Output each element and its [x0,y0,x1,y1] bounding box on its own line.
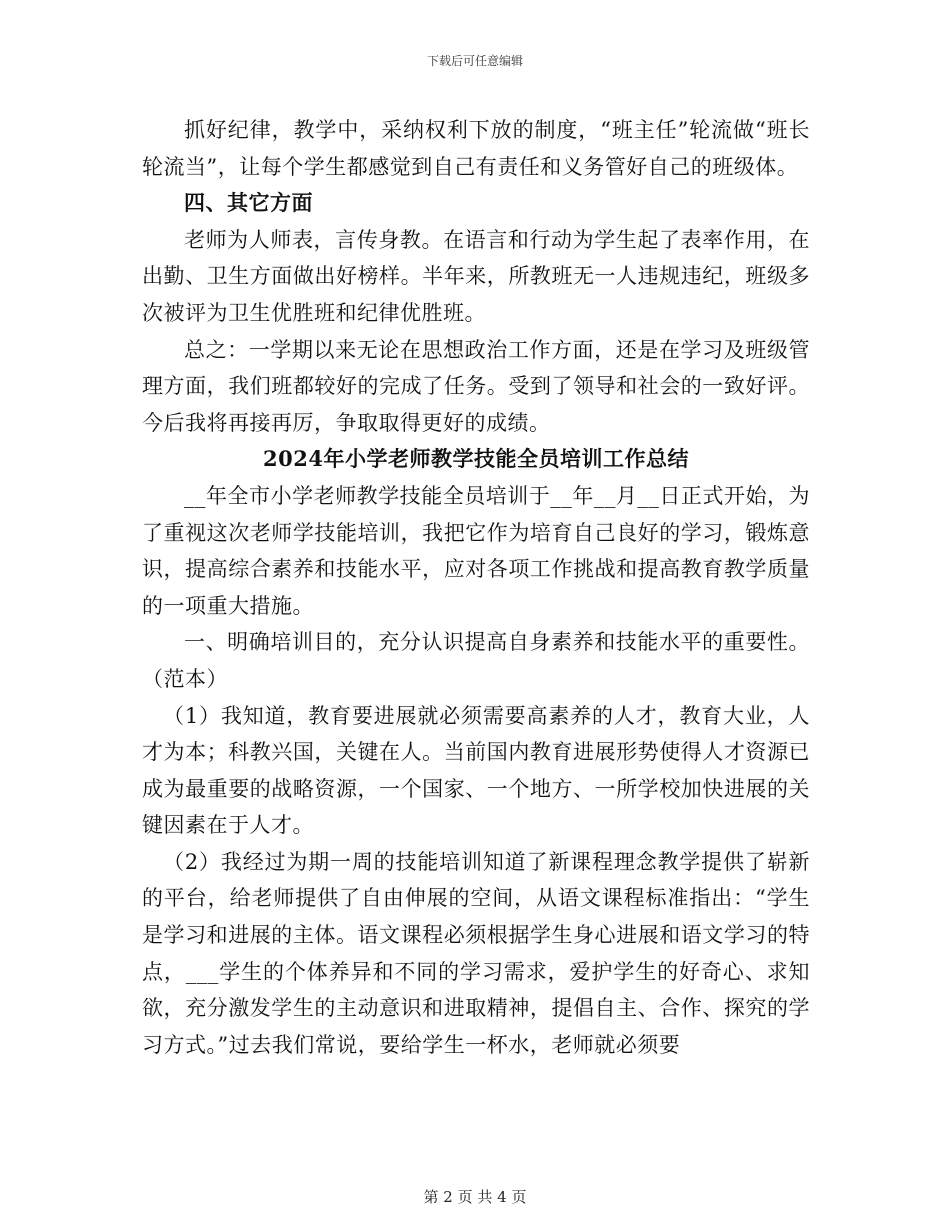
section-heading-other: 四、其它方面 [184,190,313,216]
paragraph-training-intro: __年全市小学老师教学技能全员培训于__年__月__日正式开始，为了重视这次老师学技能培训，我把它作为培育自己良好的学习，锻炼意识，提高综合素养和技能水平，应对各项工作挑战和提高教育教学质量的一项重大措施。 [142,483,810,618]
paragraph-point-one: （1）我知道，教育要进展就必须需要高素养的人才，教育大业，人才为本；科教兴国，关键在人。当前国内教育进展形势使得人才资源已成为最重要的战略资源，一个国家、一个地方、一所学校加快进展的关键因素在于人才。 [142,703,810,838]
paragraph-discipline: 抓好纪律，教学中，采纳权利下放的制度，“班主任”轮流做“班长轮流当”，让每个学生都感觉到自己有责任和义务管好自己的班级体。 [142,118,810,179]
document-title: 2024年小学老师教学技能全员培训工作总结 [263,446,689,472]
document-body [142,112,810,1063]
paragraph-summary: 总之：一学期以来无论在思想政治工作方面，还是在学习及班级管理方面，我们班都较好的完成了任务。受到了领导和社会的一致好评。今后我将再接再厉，争取取得更好的成绩。 [142,337,810,435]
paragraph-section-one: 一、明确培训目的，充分认识提高自身素养和技能水平的重要性。（范本） [142,630,810,691]
page-header: 下载后可任意编辑 [426,54,523,68]
page-footer: 第 2 页 共 4 页 [423,1188,527,1206]
paragraph-point-two: （2）我经过为期一周的技能培训知道了新课程理念教学提供了崭新的平台，给老师提供了自由伸展的空间，从语文课程标准指出：“学生是学习和进展的主体。语文课程必须根据学生身心进展和语文学习的特点，___学生的个体养异和不同的学习需求，爱护学生的好奇心、求知欲，充分激发学生的主动意识和进取精神，提倡自主、合作、探究的学习方式。”过去我们常说，要给学生一杯水，老师就必须要 [142,849,810,1057]
paragraph-teacher-example: 老师为人师表，言传身教。在语言和行动为学生起了表率作用，在出勤、卫生方面做出好榜样。半年来，所教班无一人违规违纪，班级多次被评为卫生优胜班和纪律优胜班。 [142,227,810,325]
